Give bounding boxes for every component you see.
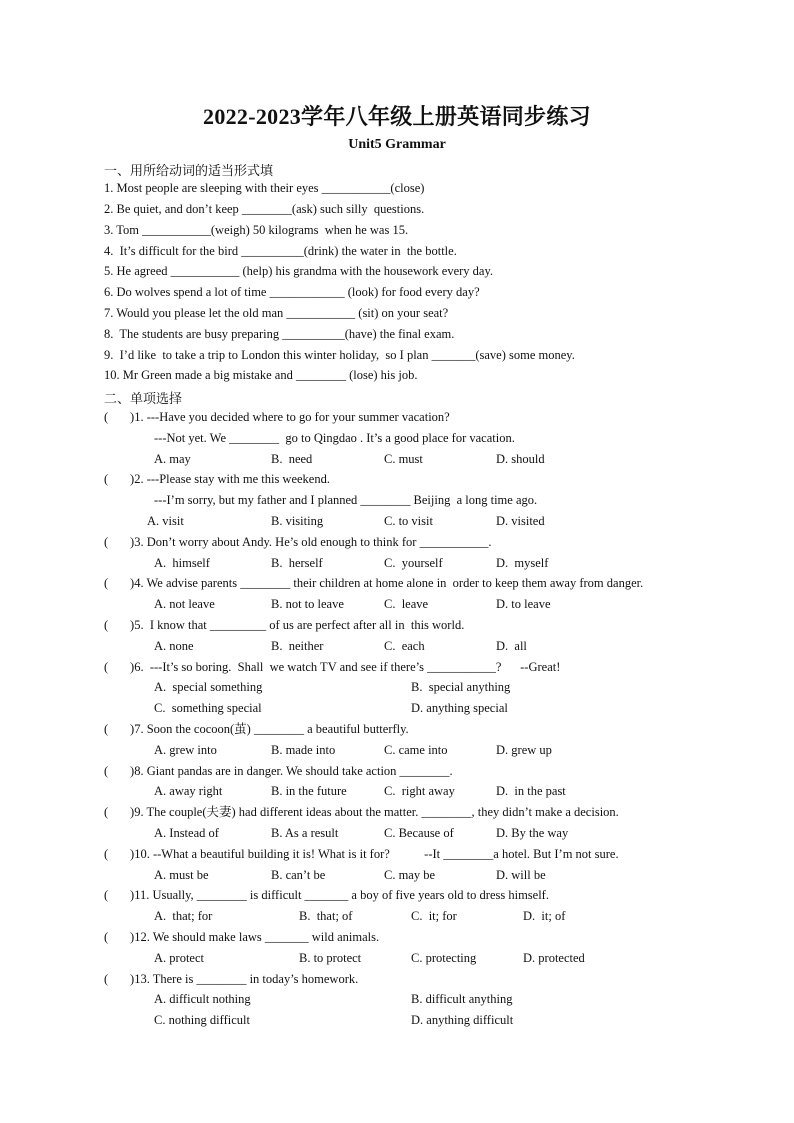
question-5-option-a: A. none <box>154 639 194 653</box>
question-1-stem-reply: ---Not yet. We ________ go to Qingdao . It’s a good place for vacation. <box>154 431 515 445</box>
question-12-option-c: C. protecting <box>411 951 477 965</box>
question-7-stem: ( )7. Soon the cocoon(茧) ________ a beautiful butterfly. <box>104 722 409 736</box>
page-title: 2022-2023学年八年级上册英语同步练习 <box>203 104 591 129</box>
question-9-option-d: D. By the way <box>496 826 569 840</box>
question-2-stem-reply: ---I’m sorry, but my father and I planned ________ Beijing a long time ago. <box>154 493 538 507</box>
question-3-option-c: C. yourself <box>384 556 443 570</box>
question-2-option-d: D. visited <box>496 514 545 528</box>
question-13-option-c: C. nothing difficult <box>154 1013 250 1027</box>
question-6-option-c: C. something special <box>154 701 262 715</box>
question-11-option-d: D. it; of <box>523 909 566 923</box>
question-2-option-b: B. visiting <box>271 514 324 528</box>
question-4-option-a: A. not leave <box>154 597 215 611</box>
question-10-option-b: B. can’t be <box>271 868 326 882</box>
question-8-option-c: C. right away <box>384 784 455 798</box>
question-13-option-d: D. anything difficult <box>411 1013 514 1027</box>
fill-item-9: 9. I’d like to take a trip to London this winter holiday, so I plan _______(save) some money. <box>104 348 575 362</box>
question-4-stem: ( )4. We advise parents ________ their children at home alone in order to keep them away from danger. <box>104 576 644 590</box>
fill-item-1: 1. Most people are sleeping with their eyes ___________(close) <box>104 181 425 195</box>
question-9-option-b: B. As a result <box>271 826 339 840</box>
question-13-option-a: A. difficult nothing <box>154 992 251 1006</box>
question-3-stem: ( )3. Don’t worry about Andy. He’s old enough to think for ___________. <box>104 535 492 549</box>
question-10-option-c: C. may be <box>384 868 436 882</box>
question-8-option-b: B. in the future <box>271 784 347 798</box>
fill-item-3: 3. Tom ___________(weigh) 50 kilograms when he was 15. <box>104 223 409 237</box>
question-11-option-c: C. it; for <box>411 909 457 923</box>
question-5-option-d: D. all <box>496 639 527 653</box>
question-1-option-c: C. must <box>384 452 423 466</box>
question-12-stem: ( )12. We should make laws _______ wild animals. <box>104 930 380 944</box>
fill-item-5: 5. He agreed ___________ (help) his grandma with the housework every day. <box>104 264 494 278</box>
question-2-option-c: C. to visit <box>384 514 433 528</box>
question-6-option-d: D. anything special <box>411 701 508 715</box>
fill-item-10: 10. Mr Green made a big mistake and ________ (lose) his job. <box>104 368 418 382</box>
question-5-option-b: B. neither <box>271 639 324 653</box>
question-5-option-c: C. each <box>384 639 425 653</box>
question-7-option-b: B. made into <box>271 743 336 757</box>
question-3-option-b: B. herself <box>271 556 323 570</box>
question-11-option-a: A. that; for <box>154 909 213 923</box>
question-11-option-b: B. that; of <box>299 909 353 923</box>
question-9-option-c: C. Because of <box>384 826 454 840</box>
question-9-option-a: A. Instead of <box>154 826 219 840</box>
question-10-stem: ( )10. --What a beautiful building it is! What is it for? --It ________a hotel. But I’m not sure. <box>104 847 619 861</box>
fill-item-4: 4. It’s difficult for the bird __________(drink) the water in the bottle. <box>104 244 457 258</box>
question-7-option-c: C. came into <box>384 743 448 757</box>
question-8-stem: ( )8. Giant pandas are in danger. We should take action ________. <box>104 764 453 778</box>
question-4-option-b: B. not to leave <box>271 597 344 611</box>
question-6-option-a: A. special something <box>154 680 263 694</box>
question-7-option-d: D. grew up <box>496 743 552 757</box>
question-12-option-a: A. protect <box>154 951 204 965</box>
fill-item-2: 2. Be quiet, and don’t keep ________(ask) such silly questions. <box>104 202 425 216</box>
question-4-option-c: C. leave <box>384 597 429 611</box>
question-6-option-b: B. special anything <box>411 680 511 694</box>
page-subtitle: Unit5 Grammar <box>348 137 446 152</box>
question-5-stem: ( )5. I know that _________ of us are perfect after all in this world. <box>104 618 465 632</box>
question-10-option-a: A. must be <box>154 868 209 882</box>
fill-item-8: 8. The students are busy preparing __________(have) the final exam. <box>104 327 455 341</box>
question-13-option-b: B. difficult anything <box>411 992 513 1006</box>
question-2-stem: ( )2. ---Please stay with me this weekend. <box>104 472 330 486</box>
question-4-option-d: D. to leave <box>496 597 551 611</box>
question-10-option-d: D. will be <box>496 868 546 882</box>
fill-item-7: 7. Would you please let the old man ___________ (sit) on your seat? <box>104 306 449 320</box>
question-12-option-b: B. to protect <box>299 951 362 965</box>
question-11-stem: ( )11. Usually, ________ is difficult _______ a boy of five years old to dress himself. <box>104 888 549 902</box>
question-1-option-a: A. may <box>154 452 191 466</box>
section2-heading: 二、单项选择 <box>104 391 183 406</box>
fill-item-6: 6. Do wolves spend a lot of time ____________ (look) for food every day? <box>104 285 480 299</box>
question-1-stem: ( )1. ---Have you decided where to go for your summer vacation? <box>104 410 450 424</box>
question-6-stem: ( )6. ---It’s so boring. Shall we watch TV and see if there’s ___________? --Great! <box>104 660 561 674</box>
question-3-option-d: D. myself <box>496 556 549 570</box>
section1-heading: 一、用所给动词的适当形式填 <box>104 163 274 178</box>
question-7-option-a: A. grew into <box>154 743 217 757</box>
question-1-option-b: B. need <box>271 452 313 466</box>
question-12-option-d: D. protected <box>523 951 585 965</box>
question-8-option-d: D. in the past <box>496 784 566 798</box>
question-2-option-a: A. visit <box>147 514 184 528</box>
question-13-stem: ( )13. There is ________ in today’s homework. <box>104 972 359 986</box>
question-8-option-a: A. away right <box>154 784 223 798</box>
question-1-option-d: D. should <box>496 452 545 466</box>
question-9-stem: ( )9. The couple(夫妻) had different ideas about the matter. ________, they didn’t make a decision. <box>104 805 619 819</box>
question-3-option-a: A. himself <box>154 556 210 570</box>
